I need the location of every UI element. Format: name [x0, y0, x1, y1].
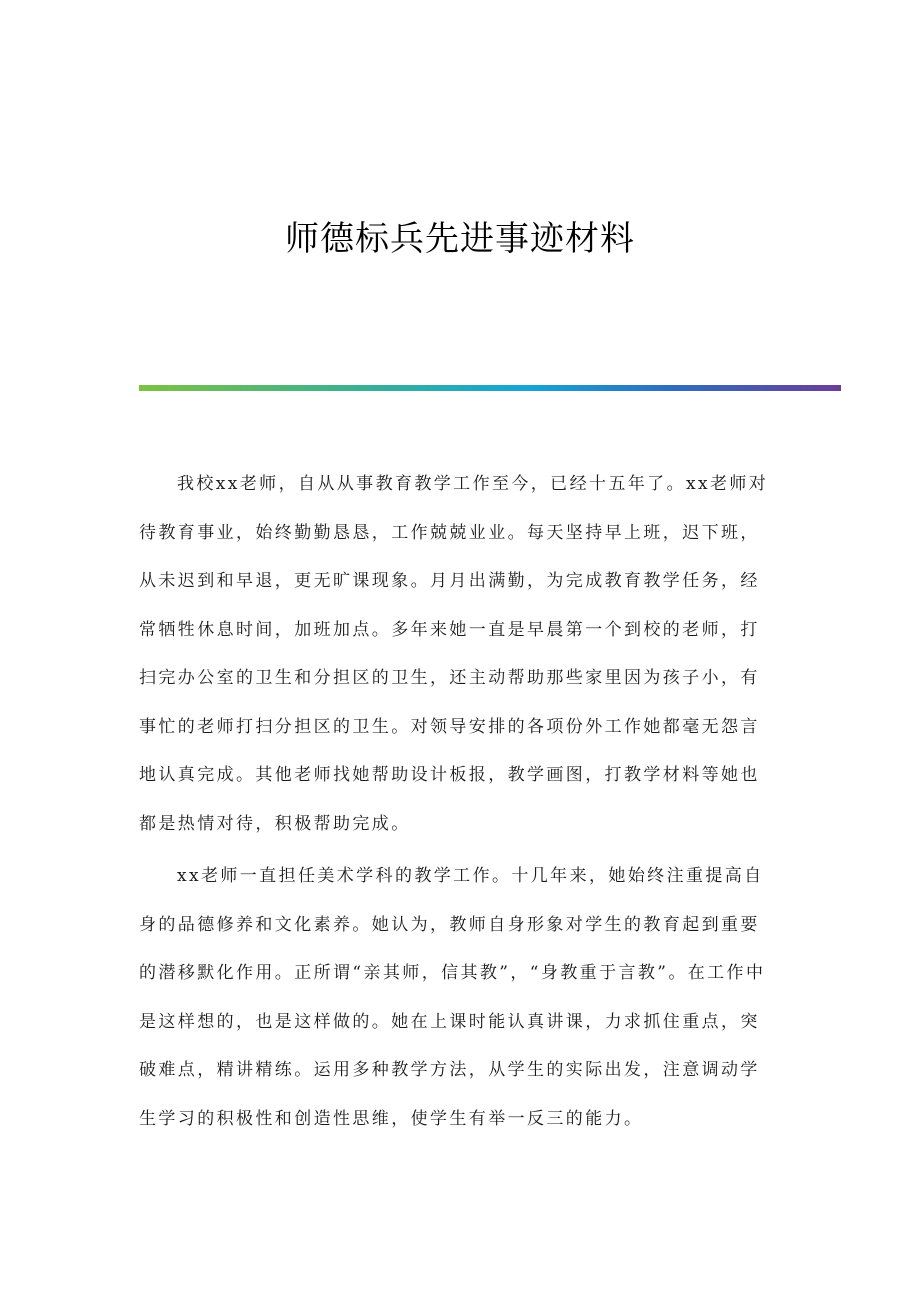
title-divider: [139, 385, 841, 391]
document-title: 师德标兵先进事迹材料: [285, 219, 635, 259]
paragraph-2: xx老师一直担任美术学科的教学工作。十几年来，她始终注重提高自身的品德修养和文化素养。她认为，教师自身形象对学生的教育起到重要的潜移默化作用。正所谓“亲其师，信其教”，“身教重于言教”。在工作中是这样想的，也是这样做的。她在上课时能认真讲课，力求抓住重点，突破难点，精讲精练。运用多种教学方法，从学生的实际出发，注意调动学生学习的积极性和创造性思维，使学生有举一反三的能力。: [139, 866, 766, 1129]
paragraph-1: 我校xx老师，自从从事教育教学工作至今，已经十五年了。xx老师对待教育事业，始终勤勤恳恳，工作兢兢业业。每天坚持早上班，迟下班，从未迟到和早退，更无旷课现象。月月出满勤，为完成教育教学任务，经常牺牲休息时间，加班加点。多年来她一直是早晨第一个到校的老师，打扫完办公室的卫生和分担区的卫生，还主动帮助那些家里因为孩子小，有事忙的老师打扫分担区的卫生。对领导安排的各项份外工作她都毫无怨言地认真完成。其他老师找她帮助设计板报，教学画图，打教学材料等她也都是热情对待，积极帮助完成。: [139, 474, 769, 834]
paragraph-2-container: [139, 852, 779, 1143]
paragraph-1-container: [139, 460, 779, 848]
